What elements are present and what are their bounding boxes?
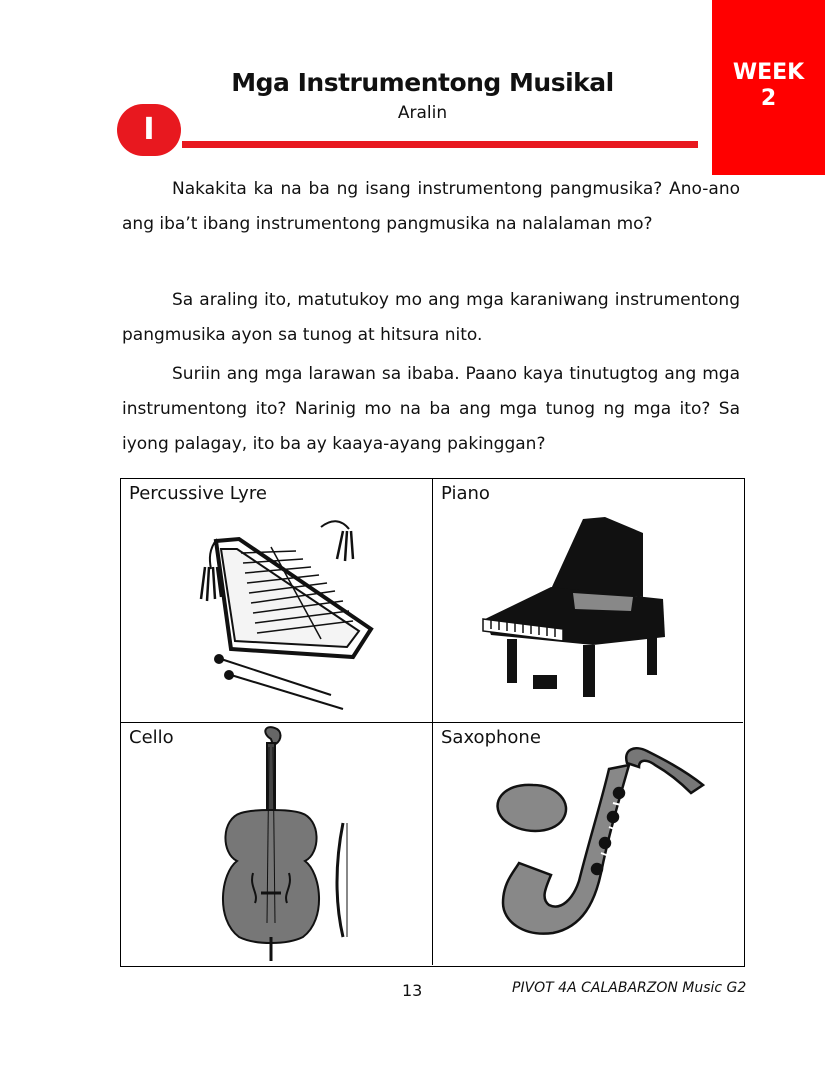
intro-paragraph-3: Suriin ang mga larawan sa ibaba. Paano kaya tinutugtog ang mga instrumentong ito? Narinig mo na ba ang mga tunog ng mga ito? Sa iyong palagay, ito ba ay kaaya-ayang pakinggan? xyxy=(122,364,740,454)
page-subtitle: Aralin xyxy=(397,103,448,123)
footer-source: PIVOT 4A CALABARZON Music G2 xyxy=(512,980,747,996)
cello-icon xyxy=(121,723,431,965)
instrument-grid xyxy=(120,478,745,967)
instrument-label-cello: Cello xyxy=(129,727,174,748)
title-divider xyxy=(182,141,698,148)
week-number: 2 xyxy=(760,86,777,111)
instrument-cell-cello xyxy=(121,723,433,965)
intro-paragraph-2: Sa araling ito, matutukoy mo ang mga karaniwang instrumentong pangmusika ayon sa tunog at hitsura nito. xyxy=(122,290,740,345)
intro-paragraph-1: Nakakita ka na ba ng isang instrumentong pangmusika? Ano-ano ang iba’t ibang instrumentong pangmusika na nalalaman mo? xyxy=(122,179,740,234)
lyre-icon xyxy=(121,479,431,721)
instrument-cell-saxophone xyxy=(433,723,743,965)
section-badge: I xyxy=(117,104,181,156)
instrument-label-lyre: Percussive Lyre xyxy=(129,483,267,504)
page-title: Mga Instrumentong Musikal xyxy=(231,68,614,97)
week-label: WEEK xyxy=(732,60,805,85)
grand-piano-icon xyxy=(433,479,743,723)
saxophone-icon xyxy=(433,723,743,965)
instrument-cell-lyre xyxy=(121,479,433,723)
instrument-label-piano: Piano xyxy=(441,483,490,504)
instrument-label-saxophone: Saxophone xyxy=(441,727,541,748)
page-number: 13 xyxy=(402,981,423,1000)
instrument-cell-piano xyxy=(433,479,743,723)
